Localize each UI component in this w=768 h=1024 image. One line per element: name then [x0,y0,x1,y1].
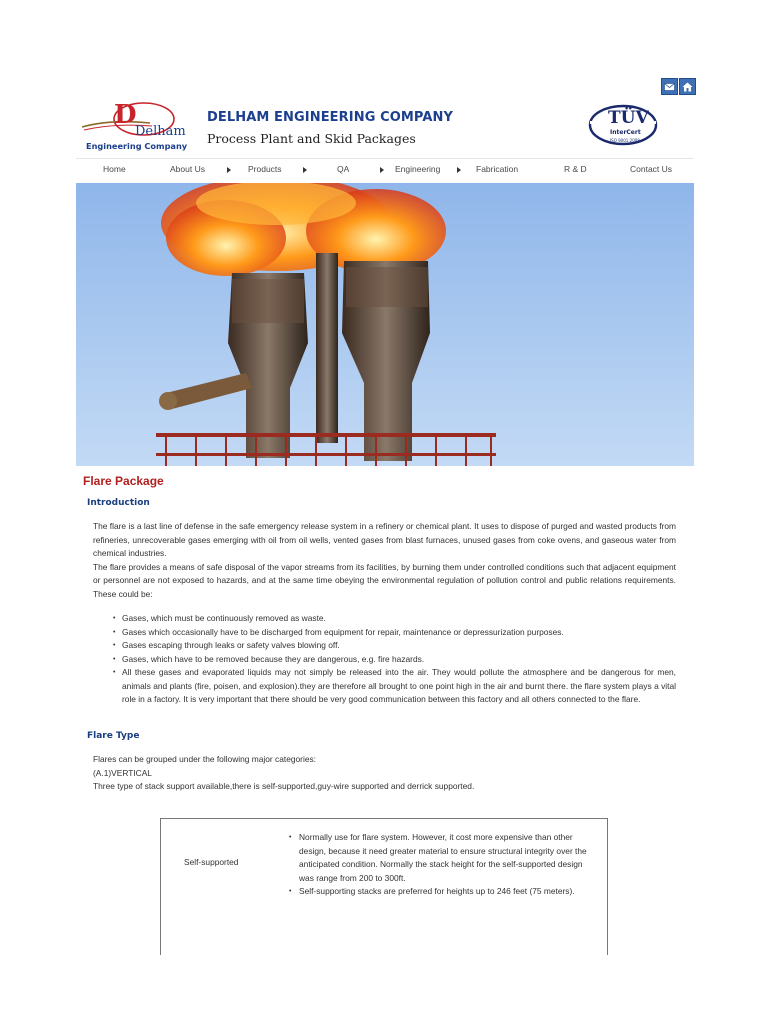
list-item: • Gases escaping through leaks or safety valves blowing off. [113,639,676,653]
logo-subtext: Engineering Company [86,141,188,151]
flare-type-line: (A.1)VERTICAL [93,767,152,778]
mail-icon[interactable] [661,78,678,95]
nav-fabrication[interactable]: Fabrication [476,164,519,174]
tuv-cert-badge [586,101,660,147]
main-nav [76,158,694,183]
company-name: DELHAM ENGINEERING COMPANY [207,110,454,125]
flare-type-line: Flares can be grouped under the following major categories: [93,754,316,764]
nav-engineering[interactable]: Engineering [395,164,441,174]
hero-image [76,183,694,466]
nav-home[interactable]: Home [103,164,126,174]
list-item: • Normally use for flare system. However, it cost more expensive than other design, because it need greater material to ensure structural integrity over the anticipated condition. Normally the stack height for the self-supported design was range from 200 to 300ft. [289,831,597,885]
list-item: • Gases which occasionally have to be discharged from equipment for repair, maintenance or depressurization purposes. [113,626,676,640]
intro-text [93,520,676,601]
logo-text: Delham [135,124,186,139]
nav-engineering-arrow-icon [457,167,461,173]
tagline: Process Plant and Skid Packages [207,131,416,146]
company-logo[interactable] [80,97,198,153]
intro-paragraph-1: The flare is a last line of defense in the safe emergency release system in a refinery or chemical plant. It uses to dispose of purged and wasted products from refineries, unrecoverable gases emerging with oil from oil wells, vented gases from blast furnaces, unused gases from coke ovens, and gaseous water from chemical industries. [93,521,676,558]
gas-list [113,612,676,707]
cert-text: TÜV [608,108,649,128]
utility-icons [661,78,696,95]
cert-subtext: InterCert [610,129,641,136]
list-item: • Self-supporting stacks are preferred for heights up to 246 feet (75 meters). [289,885,597,899]
site-header [76,95,694,155]
section-heading-flare-type: Flare Type [87,731,140,741]
intro-paragraph-2: The flare provides a means of safe disposal of the vapor streams from its facilities, by burning them under controlled conditions such that adjacent equipment or personnel are not exposed to hazards, and at the same time obeying the environmental regulation of pollution control and public relations requirements. These could be: [93,561,676,599]
section-heading-introduction: Introduction [87,498,150,508]
nav-about-us-arrow-icon [227,167,231,173]
home-icon[interactable] [679,78,696,95]
nav-qa-arrow-icon [380,167,384,173]
nav-products-arrow-icon [303,167,307,173]
nav-rnd[interactable]: R & D [564,164,587,174]
cert-iso: ISO 9001:2008 [610,138,640,143]
nav-contact-us[interactable]: Contact Us [630,164,673,174]
table-row-label: Self-supported [184,857,239,867]
support-type-table [160,818,608,955]
list-item: • Gases, which must be continuously removed as waste. [113,612,676,626]
list-item: • All these gases and evaporated liquids may not simply be released into the air. They would pollute the atmosphere and be dangerous for men, animals and plants (fire, poisen, and explosion).they are therefore all brought to one point high in the air and burnt there. the flare system plays a vital role in a factory. It is very important that there should be very good communication between this factory and all others connected to the flare. [113,666,676,707]
nav-products[interactable]: Products [248,164,282,174]
nav-qa[interactable]: QA [337,164,350,174]
list-item: • Gases, which have to be removed because they are dangerous, e.g. fire hazards. [113,653,676,667]
page-title: Flare Package [83,474,164,488]
svg-text:D: D [114,100,137,130]
flare-type-line: Three type of stack support available,there is self-supported,guy-wire supported and derrick supported. [93,781,475,791]
flare-type-text [93,753,474,794]
table-row-points [289,831,597,899]
nav-about-us[interactable]: About Us [170,164,205,174]
